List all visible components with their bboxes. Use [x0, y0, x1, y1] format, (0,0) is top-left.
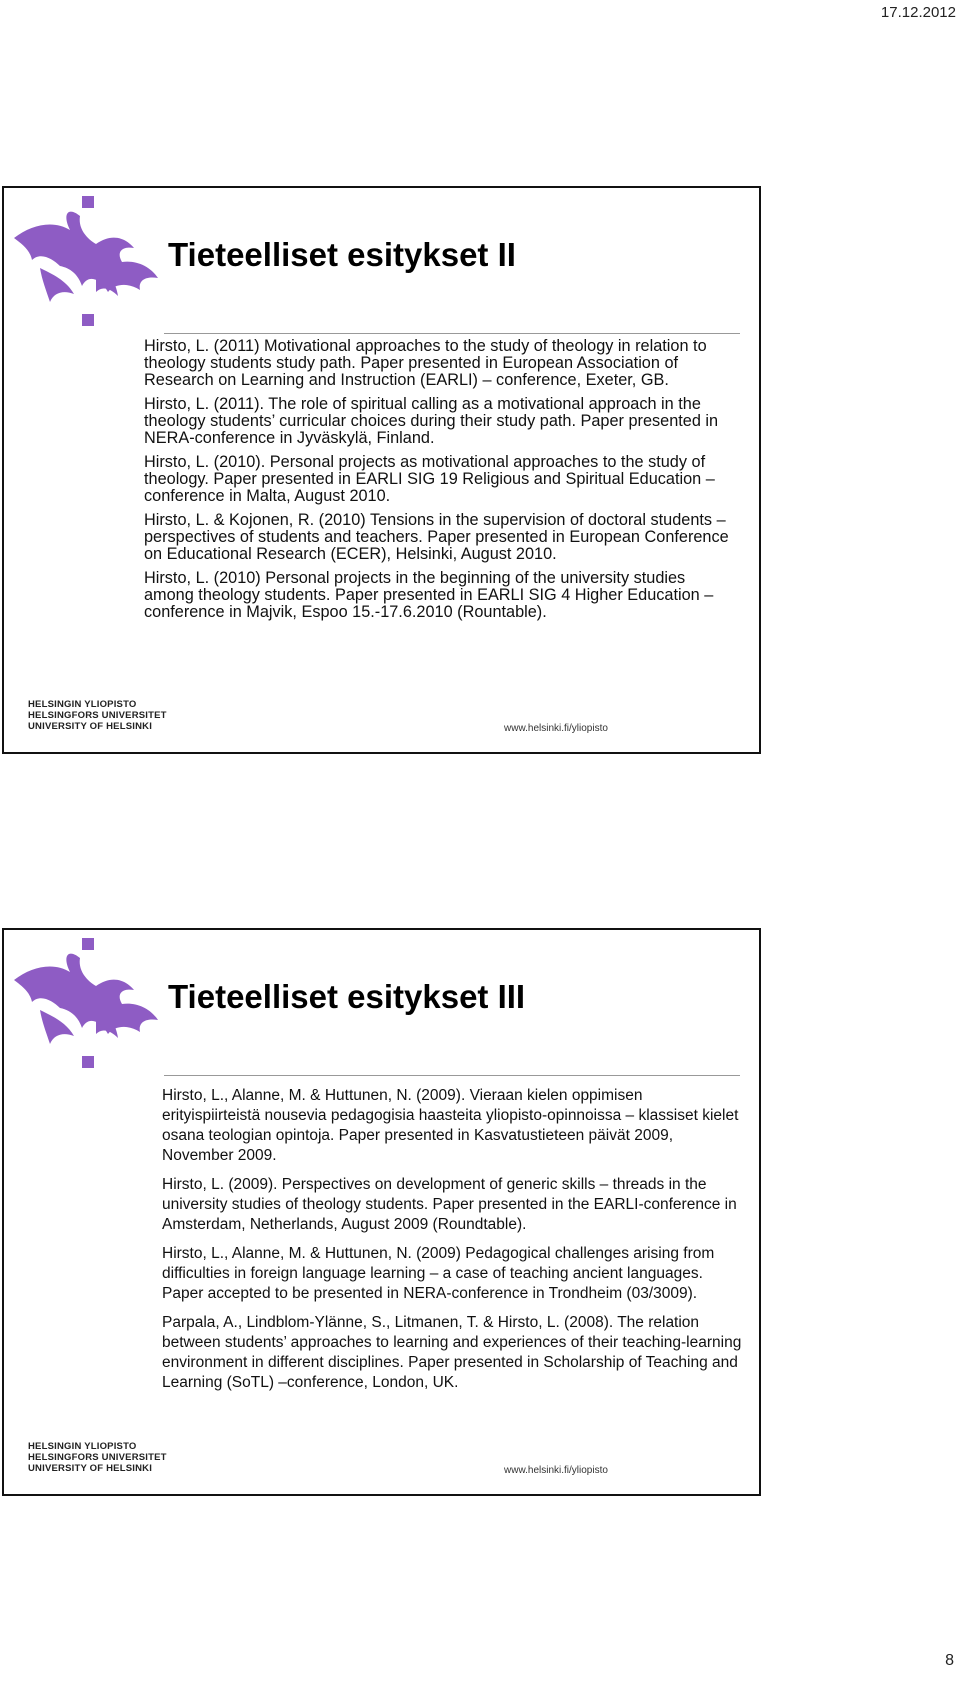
slide-title: Tieteelliset esitykset III: [168, 978, 526, 1015]
slide-2: [2, 928, 761, 1496]
university-name: HELSINGIN YLIOPISTO HELSINGFORS UNIVERSITET UNIVERSITY OF HELSINKI: [28, 1441, 167, 1474]
university-flame-logo-icon: [12, 194, 164, 330]
title-divider: [164, 333, 740, 334]
print-date: 17.12.2012: [880, 4, 956, 21]
university-name: HELSINGIN YLIOPISTO HELSINGFORS UNIVERSITET UNIVERSITY OF HELSINKI: [28, 699, 167, 732]
reference-list: [162, 1086, 742, 1402]
university-url: www.helsinki.fi/yliopisto: [504, 1465, 608, 1476]
slide-title: Tieteelliset esitykset II: [168, 236, 516, 273]
reference-item: Parpala, A., Lindblom-Ylänne, S., Litmanen, T. & Hirsto, L. (2008). The relation between students’ approaches to learning and experiences of their teaching-learning environment in different disciplines. Paper presented in Scholarship of Teaching and Learning (SoTL) –conference, London, UK.: [162, 1314, 742, 1391]
reference-item: Hirsto, L., Alanne, M. & Huttunen, N. (2009) Pedagogical challenges arising from difficulties in foreign language learning – a case of teaching ancient languages. Paper accepted to be presented in NERA-conference in Trondheim (03/3009).: [162, 1245, 715, 1302]
reference-item: Hirsto, L. (2011). The role of spiritual calling as a motivational approach in the theology students’ curricular choices during their study path. Paper presented in NERA-conference in Jyväskylä, Finland.: [144, 395, 719, 447]
reference-item: Hirsto, L., Alanne, M. & Huttunen, N. (2009). Vieraan kielen oppimisen erityispiirteistä nousevia pedagogisia haasteita yliopisto-opinnoissa – klassiset kielet osana teologian opintoja. Paper presented in Kasvatustieteen päivät 2009, November 2009.: [162, 1087, 739, 1164]
reference-item: Hirsto, L. (2009). Perspectives on development of generic skills – threads in the university studies of theology students. Paper presented in the EARLI-conference in Amsterdam, Netherlands, August 2009 (Roundtable).: [162, 1176, 737, 1233]
page-number: 8: [945, 1652, 954, 1669]
slide-1: [2, 186, 761, 754]
reference-list: [144, 338, 734, 628]
reference-item: Hirsto, L. & Kojonen, R. (2010) Tensions in the supervision of doctoral students – perspectives of students and teachers. Paper presented in European Conference on Educational Research (ECER), Helsinki, August 2010.: [144, 511, 729, 563]
reference-item: Hirsto, L. (2010) Personal projects in the beginning of the university studies among theology students. Paper presented in EARLI SIG 4 Higher Education –conference in Majvik, Espoo 15.-17.6.2010 (Rountable).: [144, 569, 714, 621]
reference-item: Hirsto, L. (2011) Motivational approaches to the study of theology in relation to theology students study path. Paper presented in European Association of Research on Learning and Instruction (EARLI) – conference, Exeter, GB.: [144, 337, 707, 389]
title-divider: [164, 1075, 740, 1076]
reference-item: Hirsto, L. (2010). Personal projects as motivational approaches to the study of theology. Paper presented in EARLI SIG 19 Religious and Spiritual Education –conference in Malta, August 2010.: [144, 453, 715, 505]
university-url: www.helsinki.fi/yliopisto: [504, 723, 608, 734]
university-flame-logo-icon: [12, 936, 164, 1072]
